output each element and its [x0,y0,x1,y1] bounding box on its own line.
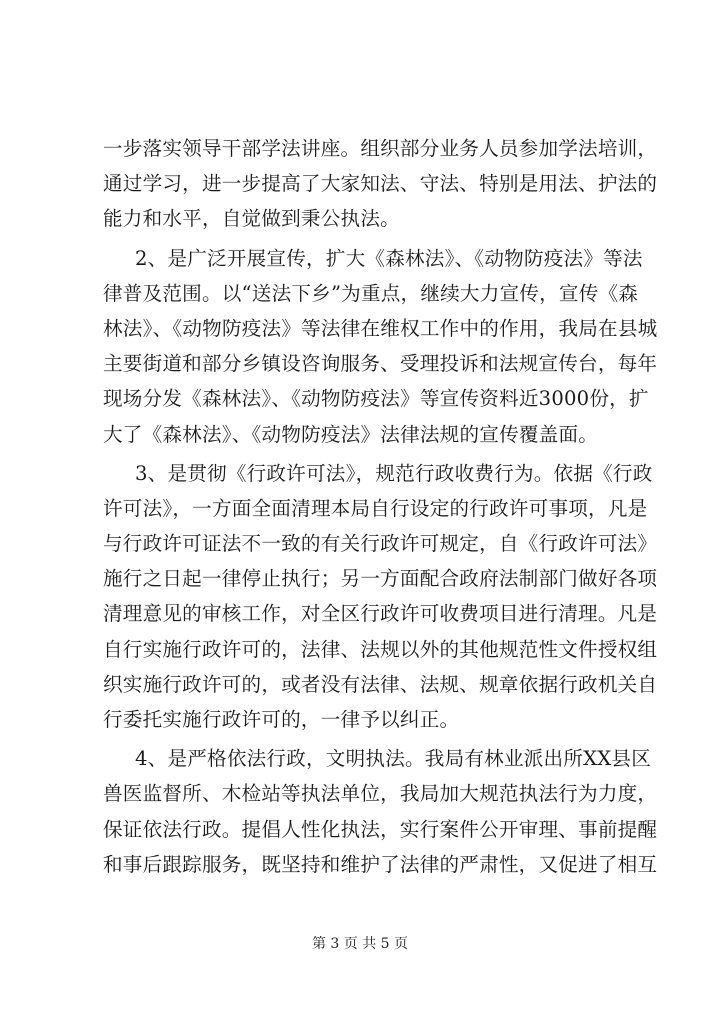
text-line: 律普及范围。以“送法下乡”为重点，继续大力宣传，宣传《森 [103,281,639,305]
text-line: 与行政许可证法不一致的有关行政许可规定，自《行政许可法》 [103,532,658,556]
text-line: 一步落实领导干部学法讲座。组织部分业务人员参加学法培训， [103,137,658,160]
paragraph-3-start: 3、是贯彻《行政许可法》，规范行政收费行为。依据《行政 [135,461,653,485]
paragraph-4-start: 4、是严格依法行政，文明执法。我局有林业派出所XX县区 [135,747,652,771]
text-line: 清理意见的审核工作，对全区行政许可收费项目进行清理。凡是 [103,602,658,626]
body-text [103,131,658,882]
text-line: 通过学习，进一步提高了大家知法、守法、特别是用法、护法的 [103,172,658,196]
text-line: 林法》、《动物防疫法》等法律在维权工作中的作用，我局在县城 [103,316,658,340]
text-line: 兽医监督所、木检站等执法单位，我局加大规范执法行为力度， [103,782,658,806]
text-line: 保证依法行政。提倡人性化执法，实行案件公开审理、事前提醒 [103,817,658,841]
text-line: 和事后跟踪服务，既坚持和维护了法律的严肃性，又促进了相互 [103,852,658,876]
text-line: 大了《森林法》、《动物防疫法》法律法规的宣传覆盖面。 [103,422,599,446]
text-line: 行委托实施行政许可的，一律予以纠正。 [103,708,460,731]
text-line: 现场分发《森林法》、《动物防疫法》等宣传资料近3000份，扩 [103,387,649,411]
text-line: 许可法》，一方面全面清理本局自行设定的行政许可事项，凡是 [103,496,648,520]
text-line: 能力和水平，自觉做到秉公执法。 [103,207,400,231]
text-line: 主要街道和部分乡镇设咨询服务、受理投诉和法规宣传台，每年 [103,352,658,376]
text-line: 织实施行政许可的，或者没有法律、法规、规章依据行政机关自 [103,672,658,696]
page-number: 第 3 页 共 5 页 [311,936,409,952]
text-line: 施行之日起一律停止执行；另一方面配合政府法制部门做好各项 [103,567,658,591]
paragraph-2-start: 2、是广泛开展宣传，扩大《森林法》、《动物防疫法》等法 [135,246,643,270]
text-line: 自行实施行政许可的，法律、法规以外的其他规范性文件授权组 [103,637,658,661]
